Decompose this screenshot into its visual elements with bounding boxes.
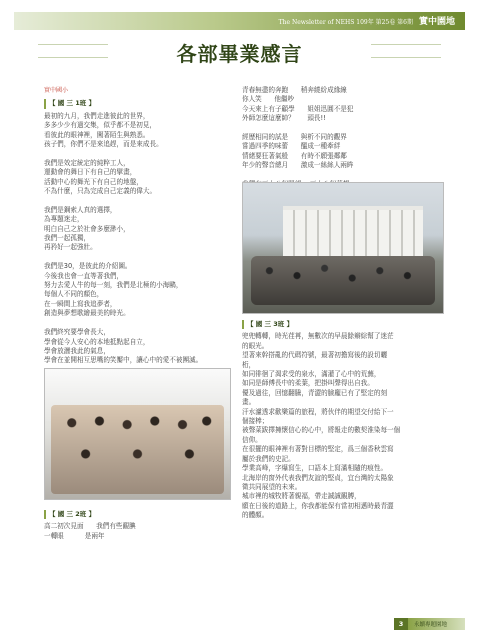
class3-block [242, 318, 447, 521]
footer [394, 618, 465, 630]
class2-text [44, 522, 229, 541]
class2-photo [44, 368, 231, 500]
text-line: 汗水濾透求歡樂篇的旅程，將伙伴的期望交付給下一 [242, 407, 394, 416]
text-line: 畫。 [242, 398, 256, 407]
text-line: 被聲菜跋擇擁懷信心的心中，將報走的數契淮染每一個 [242, 426, 401, 435]
text-line: 學會從今人安心的本地抵點起自立， [44, 337, 150, 346]
text-line: 運動會的舞日下有自己的擘畫， [44, 168, 137, 177]
text-line: 你人笑 他繼吵 [242, 95, 295, 104]
text-line: 青春無盡的奔跑 稍奔繞紛成緣線 [242, 86, 347, 94]
text-line: 外師怎麼這麼帥？ 頭長!! [242, 114, 326, 123]
text-line: 多多少少有過交集，似乎都不是初見， [44, 121, 157, 130]
text-line: 在很擺的眼神裡有著對目標的堅定，爲三個香秋雲寫 [242, 445, 394, 454]
text-line: 創造與夢想歌繪最美的時光。 [44, 309, 130, 318]
text-line: 學會放灑我此的氣息， [44, 346, 110, 355]
text-line: 一轉眼 是兩年 [44, 531, 105, 540]
newsletter-header [279, 14, 455, 27]
footer-title: 永續專題園地 [408, 618, 465, 630]
text-line: 活動中心的舞光下有自己的地盤， [44, 177, 143, 186]
text-line: 願在日後的道路上，你我都能保有當初相邁時最青澀 [242, 501, 394, 510]
text-line: 今後我也會一直等著我們， [44, 271, 124, 280]
text-line: 經歷相同的試是 與析不同的觀界 [242, 133, 347, 142]
school-tag: 實中國小 [44, 87, 69, 94]
text-line: 個接棒； [242, 417, 269, 426]
paragraph-gap [242, 171, 442, 180]
section-heading-class3: 【 國 三 3班 】 [242, 320, 293, 329]
text-line: 優及過往，回憶翻騰，青澀的臉龐已有了堅定的刻 [242, 388, 388, 397]
text-line: 學業高峰，字爆寫生，口語本上寫滿相隨的痕性。 [242, 464, 388, 473]
text-line: 高二初次見面 我們有些靦腆 [44, 522, 136, 531]
text-line: 屬於我們的史記。 [242, 454, 295, 463]
text-line: 不為什麼，只為完成自己定義的偉大。 [44, 187, 157, 196]
section-heading-class1: 【 國 三 1班 】 [44, 99, 95, 108]
text-line: 兜兜轉轉，時光荏苒，無數次的早晨餘辮綜幫了迷茫 [242, 332, 394, 341]
section-heading-class2: 【 國 三 2班 】 [44, 510, 95, 519]
text-line: 最初的九月，我們走進彼此的世界， [44, 111, 150, 120]
text-line: 嘗過四季的味蕾 醞成一種牽絆 [242, 142, 341, 151]
text-line: 如同是師傅長中的柔葉，把掛叫聲得出自我。 [242, 379, 374, 388]
class3-photo [242, 182, 444, 314]
page-title: 各部畢業感言 [176, 42, 303, 66]
text-line: 每個人不同的顏色， [44, 290, 104, 299]
paragraph-gap [242, 124, 442, 133]
paragraph-gap [44, 319, 224, 328]
text-line: 我們終究要學會長大， [44, 328, 110, 337]
left-column [44, 86, 224, 413]
photo-students [51, 405, 225, 493]
text-line: 努力去愛人牛的每一刻，我們是北極的小海鷗， [44, 281, 183, 290]
text-line: 看彼此的眼神裡，闖著陌生與熟悉。 [44, 130, 150, 139]
text-line: 明白自己之於社會多麼渺小， [44, 224, 130, 233]
text-line: 再矜好一起強壯。 [44, 243, 97, 252]
text-line: 桁， [242, 360, 256, 369]
text-line: 我們是鋼索人真的選擇， [44, 205, 117, 214]
photo-students [251, 256, 435, 305]
paragraph-gap [44, 149, 224, 158]
page-number: 3 [394, 618, 408, 630]
text-line: 我們是效定統定的純粹工人， [44, 158, 130, 167]
text-line: 情緒要狂著氣般 有時不願張鄰鄰 [242, 151, 347, 160]
text-line: 望著來幹搭亂的代碼符號，最著初擔寫後的設切曬 [242, 351, 388, 360]
paragraph-gap [44, 253, 224, 262]
header-bar [14, 12, 465, 30]
text-line: 年少的聲音總月 激成一絲絲人兩眸 [242, 161, 354, 170]
text-line: 今天來上有子顧學 姐姐迅圓不是犯 [242, 104, 354, 113]
text-line: 如同徘徊了渴求受的泉水，滿灌了心中的荒蕪， [242, 370, 381, 379]
text-line: 信仰。 [242, 435, 262, 444]
text-line: 北海岸的窗外代表我們友誼的堅貞，宜台灣的太陽象 [242, 473, 394, 482]
text-line: 為專題迷走， [44, 215, 84, 224]
text-line: 的體顏。 [242, 511, 269, 520]
newsletter-label: The Newsletter of NEHS 109年 第25卷 第6期 [278, 19, 413, 26]
class2-block [44, 508, 229, 541]
brand-label: 實中園地 [418, 17, 455, 27]
text-line: 在一瞬間上寫我追夢者， [44, 299, 117, 308]
text-line: 城市裡的城牧將著親福，帶走誠誠靦膊， [242, 492, 361, 501]
paragraph-gap [44, 196, 224, 205]
text-line: 徵共同展望的未來。 [242, 482, 302, 491]
text-line: 孩子們，你們不是來追趕，而是來成長。 [44, 140, 163, 149]
class3-text [242, 332, 447, 520]
text-line: 我們一起孤獨， [44, 234, 91, 243]
photo-building [283, 206, 423, 262]
text-line: 的眼光。 [242, 341, 269, 350]
text-line: 學會在並開相互思嘴的笑靨中，讓心中的愛不被團滅。 [44, 356, 203, 365]
text-line: 我們是30，是彼此的介紹圖。 [44, 262, 132, 271]
